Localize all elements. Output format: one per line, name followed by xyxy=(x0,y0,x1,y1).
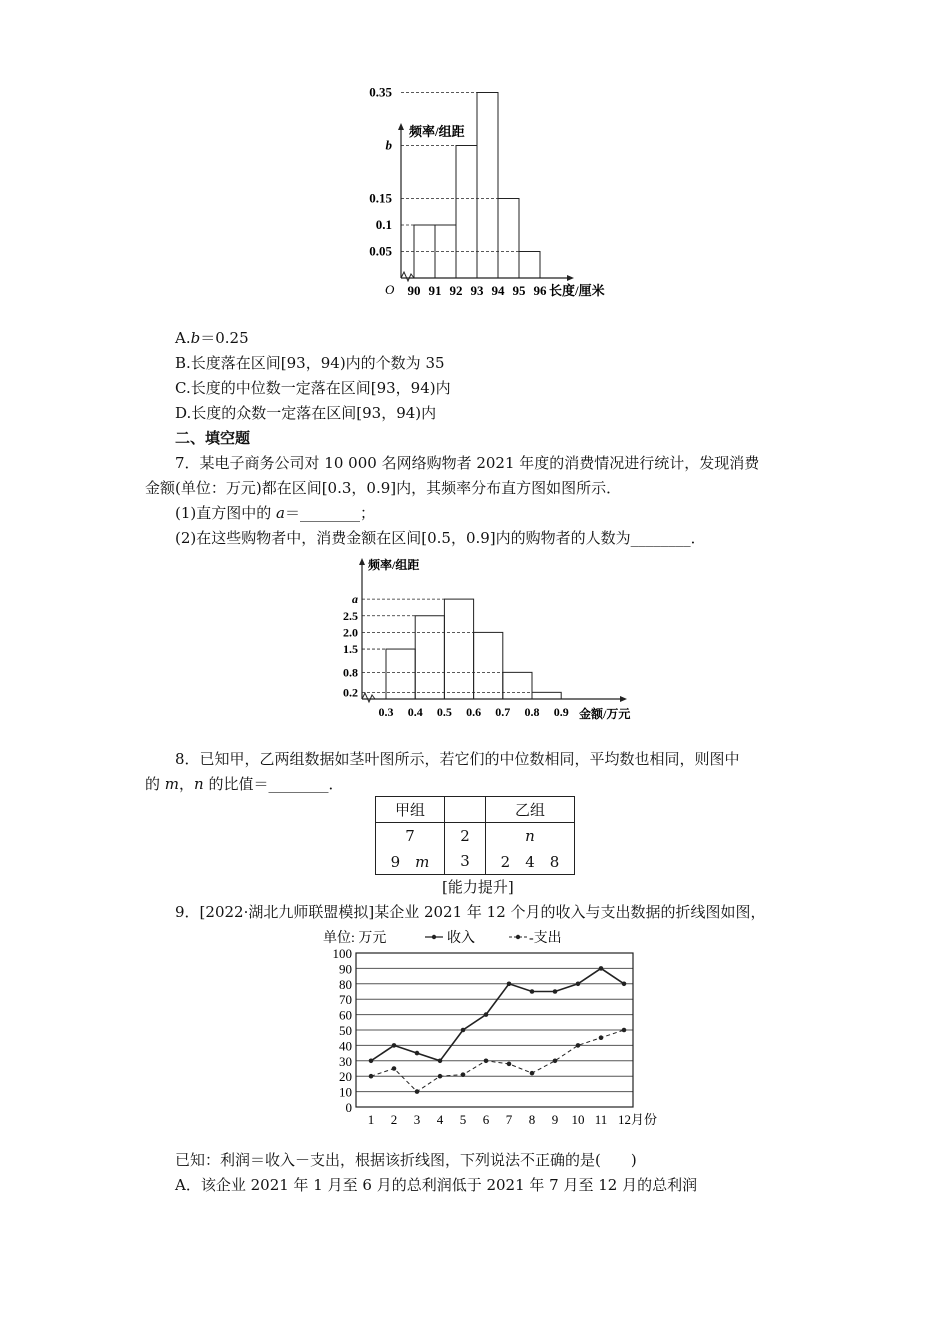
x-tick-label: 5 xyxy=(459,1112,467,1127)
expense-point xyxy=(369,1074,374,1079)
expense-point xyxy=(622,1028,627,1033)
q7-part2: (2)在这些购物者中，消费金额在区间[0.5，0.9]内的购物者的人数为________． xyxy=(175,529,706,547)
expense-point xyxy=(392,1066,397,1071)
header-group-jia: 甲组 xyxy=(376,797,445,823)
y-tick-label: 0.15 xyxy=(369,190,392,206)
axis-break-mark xyxy=(362,693,375,702)
x-tick-label: 0.9 xyxy=(553,705,569,719)
x-tick-label: 11 xyxy=(594,1112,608,1127)
x-axis-arrow xyxy=(567,275,574,281)
legend-income-label: 收入 xyxy=(447,931,475,946)
q9-stem-line1: 9．[2022·湖北九师联盟模拟]某企业 2021 年 12 个月的收入与支出数据的折线图如图， xyxy=(175,903,766,921)
x-tick-label: 0.7 xyxy=(495,705,511,719)
axis-break-mark xyxy=(401,272,414,281)
histogram-bar xyxy=(456,146,477,279)
y-tick-label: 2.0 xyxy=(343,625,358,640)
histogram-length-chart xyxy=(355,84,635,308)
yi-leaf-row1: n xyxy=(486,823,575,849)
x-tick-label: 1 xyxy=(367,1112,375,1127)
y-tick-label: b xyxy=(385,137,392,153)
q6-option-d: D.长度的众数一定落在区间[93，94)内 xyxy=(175,404,437,422)
chart-unit-title: 单位: 万元 xyxy=(323,931,387,946)
histogram-amount-marks xyxy=(343,557,630,721)
x-tick-label: 3 xyxy=(413,1112,421,1127)
histogram-bar xyxy=(498,199,519,279)
expense-point xyxy=(438,1074,443,1079)
stem-leaf-table xyxy=(375,796,575,875)
ability-heading: [能力提升] xyxy=(442,878,514,896)
income-point xyxy=(576,982,581,987)
income-point xyxy=(507,982,512,987)
q7-stem-line2: 金额(单位：万元)都在区间[0.3，0.9]内，其频率分布直方图如图所示． xyxy=(145,479,622,497)
q9-option-a: A．该企业 2021 年 1 月至 6 月的总利润低于 2021 年 7 月至 12 月的总利润 xyxy=(175,1176,698,1194)
income-point xyxy=(530,989,535,994)
legend-income-dot xyxy=(432,935,436,939)
histogram-bar xyxy=(503,672,532,699)
q6-option-b: B.长度落在区间[93，94)内的个数为 35 xyxy=(175,354,445,372)
y-axis-label: 频率/组距 xyxy=(409,124,465,139)
y-tick-label: 20 xyxy=(339,1069,352,1085)
income-point xyxy=(461,1028,466,1033)
y-tick-label: 1.5 xyxy=(343,642,358,657)
yi-leaf-row2: 2 4 8 xyxy=(486,849,575,875)
x-tick-label: 90 xyxy=(407,283,421,298)
x-tick-label: 4 xyxy=(436,1112,444,1127)
x-tick-label: 92 xyxy=(449,283,463,298)
income-point xyxy=(599,966,604,971)
income-point xyxy=(415,1051,420,1056)
y-tick-label: 90 xyxy=(339,961,352,977)
y-tick-label: 50 xyxy=(339,1023,352,1038)
expense-point xyxy=(599,1035,604,1040)
y-axis-arrow xyxy=(398,123,404,130)
x-tick-label: 96 xyxy=(533,283,547,298)
x-axis-label: 长度/厘米 xyxy=(549,283,605,298)
x-tick-label: 91 xyxy=(428,283,442,298)
y-tick-label: 0.2 xyxy=(343,685,358,700)
y-tick-label: 70 xyxy=(339,992,352,1008)
histogram-bar xyxy=(444,599,473,699)
q9-condition: 已知：利润＝收入－支出，根据该折线图，下列说法不正确的是( ) xyxy=(175,1151,637,1169)
income-point xyxy=(369,1059,374,1064)
origin-label: O xyxy=(385,282,395,297)
stem-row2: 3 xyxy=(445,849,486,875)
y-tick-label: 0.35 xyxy=(369,84,392,100)
x-tick-label: 2 xyxy=(390,1112,398,1127)
y-tick-label: 0.8 xyxy=(343,665,358,680)
q8-stem-line1: 8．已知甲，乙两组数据如茎叶图所示，若它们的中位数相同，平均数也相同，则图中 xyxy=(175,750,740,768)
income-point xyxy=(553,989,558,994)
x-tick-label: 12月份 xyxy=(618,1112,658,1127)
y-tick-label: 60 xyxy=(339,1007,352,1023)
histogram-bar xyxy=(474,632,503,699)
section-heading-fill-in: 二、填空题 xyxy=(175,429,251,447)
stem-row1: 2 xyxy=(445,823,486,849)
histogram-amount-chart xyxy=(335,555,645,725)
x-tick-label: 7 xyxy=(505,1112,513,1127)
x-tick-label: 10 xyxy=(571,1112,585,1127)
expense-point xyxy=(507,1062,512,1067)
expense-point xyxy=(576,1043,581,1048)
y-tick-label: a xyxy=(352,592,358,607)
income-point xyxy=(622,982,627,987)
expense-point xyxy=(415,1089,420,1094)
header-stem xyxy=(445,797,486,823)
jia-leaf-row1: 7 xyxy=(376,823,445,849)
x-tick-label: 8 xyxy=(528,1112,536,1127)
header-group-yi: 乙组 xyxy=(486,797,575,823)
q8-stem-line2: 的 m，n 的比值＝________． xyxy=(145,775,344,793)
y-tick-label: 0 xyxy=(345,1100,352,1115)
q7-stem-line1: 7．某电子商务公司对 10 000 名网络购物者 2021 年度的消费情况进行统计，发现消费 xyxy=(175,454,760,472)
y-tick-label: 0.05 xyxy=(369,243,392,259)
expense-point xyxy=(553,1059,558,1064)
x-tick-label: 0.5 xyxy=(436,705,452,719)
q6-option-a: A.b＝0.25 xyxy=(175,329,249,347)
income-point xyxy=(438,1059,443,1064)
y-axis-arrow xyxy=(359,558,365,565)
y-tick-label: 0.1 xyxy=(375,217,392,232)
x-tick-label: 95 xyxy=(512,283,526,298)
expense-point xyxy=(461,1072,466,1077)
expense-point xyxy=(484,1059,489,1064)
expense-point xyxy=(530,1071,535,1076)
y-tick-label: 80 xyxy=(339,976,352,992)
y-tick-label: 2.5 xyxy=(343,608,358,623)
x-tick-label: 6 xyxy=(482,1112,490,1127)
y-axis-label: 频率/组距 xyxy=(368,558,420,572)
jia-leaf-row2: 9 m xyxy=(376,849,445,875)
line-chart-marks xyxy=(323,929,657,1127)
y-tick-label: 40 xyxy=(339,1038,352,1054)
y-tick-label: 30 xyxy=(339,1053,352,1069)
y-tick-label: 10 xyxy=(339,1084,352,1100)
x-axis-arrow xyxy=(620,696,627,702)
q7-part1: (1)直方图中的 a＝________； xyxy=(175,504,375,522)
histogram-bar xyxy=(477,93,498,279)
x-tick-label: 93 xyxy=(470,283,484,298)
x-tick-label: 0.8 xyxy=(524,705,540,719)
histogram-length-marks xyxy=(369,85,604,299)
legend-expense-dot xyxy=(516,935,520,939)
y-tick-label: 100 xyxy=(332,946,352,961)
x-tick-label: 9 xyxy=(551,1112,559,1127)
x-tick-label: 0.4 xyxy=(407,705,423,719)
x-tick-label: 0.3 xyxy=(378,705,394,719)
q6-option-c: C.长度的中位数一定落在区间[93，94)内 xyxy=(175,379,451,397)
legend-expense-label: -支出 xyxy=(529,931,562,946)
histogram-bar xyxy=(386,649,415,699)
histogram-bar xyxy=(415,616,444,699)
histogram-bar xyxy=(519,252,540,279)
x-axis-label: 金额/万元 xyxy=(579,707,631,721)
histogram-bar xyxy=(532,692,561,699)
income-expense-line-chart xyxy=(315,924,685,1130)
x-tick-label: 0.6 xyxy=(466,705,482,719)
income-point xyxy=(392,1043,397,1048)
income-point xyxy=(484,1012,489,1017)
x-tick-label: 94 xyxy=(491,283,505,298)
